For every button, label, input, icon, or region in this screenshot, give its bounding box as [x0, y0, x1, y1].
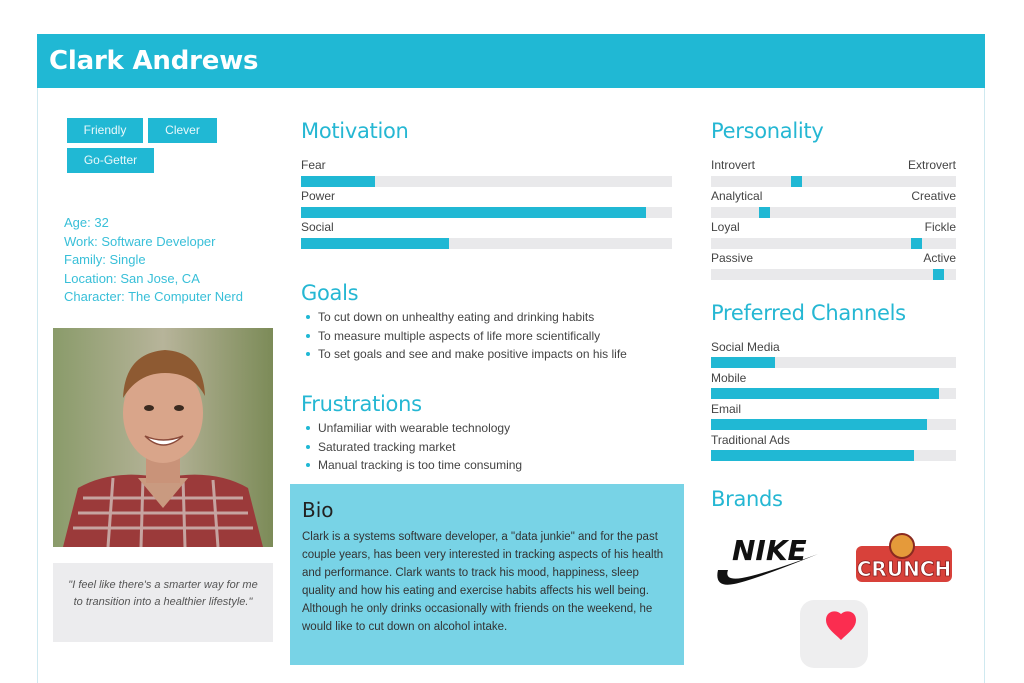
- personality-right-fickle: Fickle: [924, 220, 956, 234]
- personality-marker: [911, 238, 922, 249]
- frustrations-list: [301, 419, 522, 475]
- motivation-label-power: Power: [301, 189, 336, 203]
- channel-fill-mobile: [711, 388, 939, 399]
- personality-slider-loyal-fickle: [711, 238, 956, 249]
- motivation-bar-social: [301, 238, 672, 249]
- info-family: Family: Single: [64, 252, 146, 267]
- info-age: Age: 32: [64, 215, 109, 230]
- motivation-fill-social: [301, 238, 449, 249]
- persona-info: [64, 214, 243, 307]
- personality-right-extrovert: Extrovert: [907, 158, 956, 172]
- list-item: Unfamiliar with wearable technology: [301, 419, 522, 438]
- goals-title: Goals: [301, 281, 359, 305]
- channel-bar-social-media: [711, 357, 956, 368]
- tag-go-getter: Go-Getter: [67, 148, 154, 173]
- motivation-bar-power: [301, 207, 672, 218]
- channel-fill-traditional-ads: [711, 450, 914, 461]
- info-character: Character: The Computer Nerd: [64, 289, 243, 304]
- channel-bar-mobile: [711, 388, 956, 399]
- motivation-title: Motivation: [301, 119, 409, 143]
- persona-quote: "I feel like there's a smarter way for me to transition into a healthier lifestyle.": [53, 563, 273, 642]
- channel-bar-traditional-ads: [711, 450, 956, 461]
- personality-left-analytical: Analytical: [711, 189, 763, 203]
- crunch-logo: [856, 532, 952, 592]
- personality-left-introvert: Introvert: [711, 158, 756, 172]
- personality-slider-passive-active: [711, 269, 956, 280]
- crunch-wordmark: CRUNCH: [856, 557, 952, 581]
- tag-friendly: Friendly: [67, 118, 143, 143]
- channel-label-traditional-ads: Traditional Ads: [711, 433, 790, 447]
- info-location: Location: San Jose, CA: [64, 270, 200, 286]
- health-heart-icon: [800, 600, 868, 668]
- goals-list: [301, 308, 627, 364]
- personality-marker: [791, 176, 802, 187]
- motivation-fill-fear: [301, 176, 375, 187]
- personality-marker: [759, 207, 770, 218]
- bio-title: Bio: [302, 498, 334, 522]
- channels-title: Preferred Channels: [711, 301, 906, 325]
- nike-wordmark: NIKE: [732, 534, 807, 567]
- personality-slider-introvert-extrovert: [711, 176, 956, 187]
- bio-text: Clark is a systems software developer, a "data junkie" and for the past couple years, has been very interested in tracking aspects of his health and performance. Clark wants to track his mood, happiness, sleep quality and how his eating and exercise habits affects his well being. Although he only drinks occasionally with friends on the weekend, he would like to cut down on alcohol intake.: [302, 531, 664, 633]
- list-item: To measure multiple aspects of life more scientifically: [301, 327, 627, 346]
- health-app-icon: [800, 600, 868, 668]
- list-item: To set goals and see and make positive impacts on his life: [301, 345, 627, 364]
- header-bar: [37, 34, 985, 88]
- nike-logo: [714, 530, 820, 590]
- frustrations-title: Frustrations: [301, 392, 422, 416]
- channel-label-email: Email: [711, 402, 742, 416]
- motivation-bar-fear: [301, 176, 672, 187]
- tag-clever: Clever: [148, 118, 217, 143]
- personality-right-creative: Creative: [911, 189, 956, 203]
- channel-label-social-media: Social Media: [711, 340, 780, 354]
- personality-left-loyal: Loyal: [711, 220, 740, 234]
- motivation-fill-power: [301, 207, 646, 218]
- bio-panel: [290, 484, 684, 665]
- list-item: To cut down on unhealthy eating and drinking habits: [301, 308, 627, 327]
- channel-bar-email: [711, 419, 956, 430]
- personality-title: Personality: [711, 119, 824, 143]
- personality-right-active: Active: [923, 251, 956, 265]
- channel-fill-social-media: [711, 357, 775, 368]
- personality-left-passive: Passive: [711, 251, 754, 265]
- motivation-label-social: Social: [301, 220, 334, 234]
- info-work: Work: Software Developer: [64, 233, 216, 249]
- channel-label-mobile: Mobile: [711, 371, 747, 385]
- motivation-label-fear: Fear: [301, 158, 326, 172]
- list-item: Saturated tracking market: [301, 438, 522, 457]
- persona-photo: [53, 328, 273, 547]
- brands-title: Brands: [711, 487, 783, 511]
- persona-name: Clark Andrews: [49, 46, 259, 76]
- personality-slider-analytical-creative: [711, 207, 956, 218]
- personality-marker: [933, 269, 944, 280]
- channel-fill-email: [711, 419, 927, 430]
- list-item: Manual tracking is too time consuming: [301, 456, 522, 475]
